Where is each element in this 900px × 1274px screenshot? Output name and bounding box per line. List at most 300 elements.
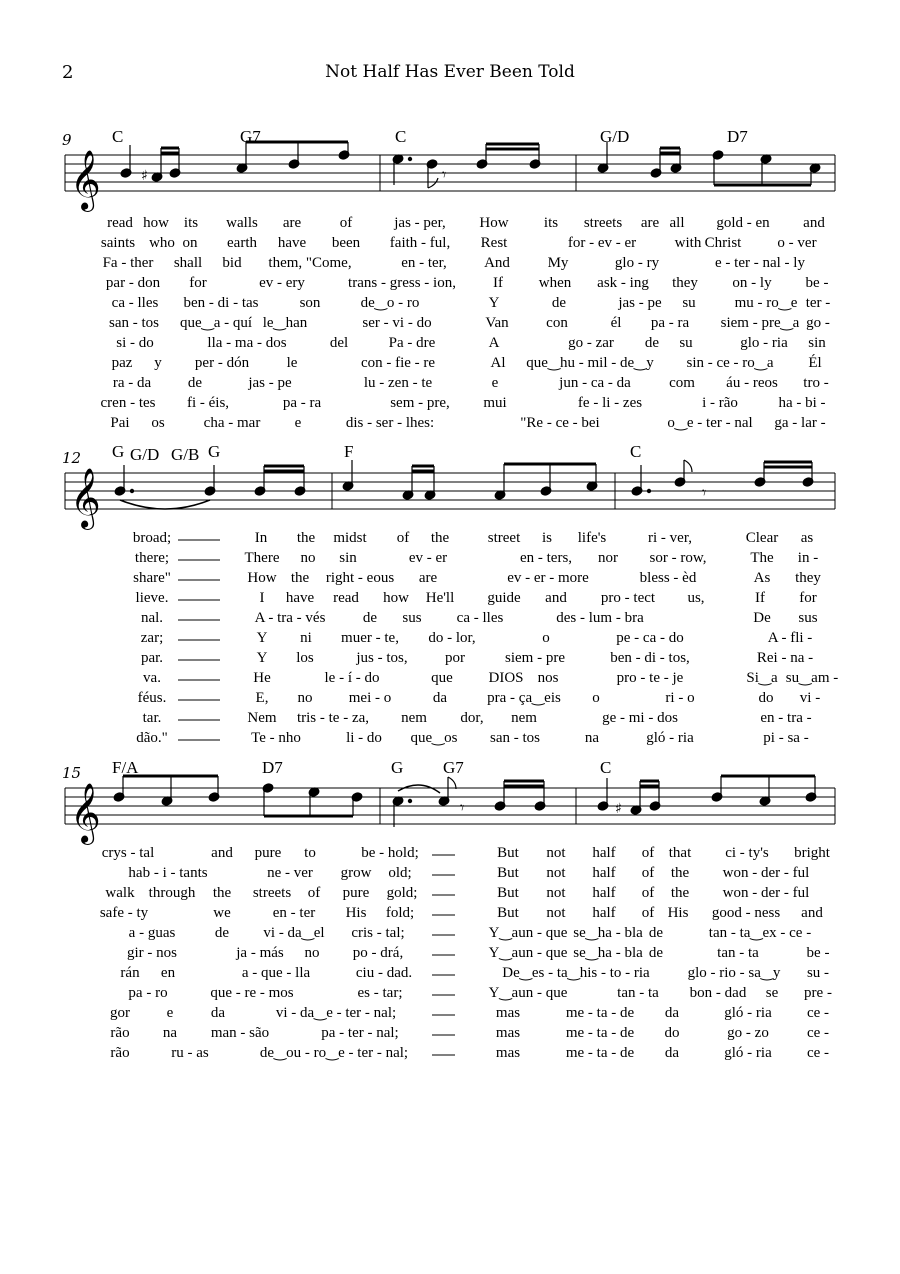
- lyric-syllable: E,: [255, 690, 269, 706]
- lyric-syllable: pro - tect: [600, 590, 656, 606]
- lyric-syllable: Christ: [704, 235, 742, 251]
- lyric-syllable: crys - tal: [101, 845, 155, 861]
- lyric-syllable: Y: [256, 630, 268, 646]
- lyric-syllable: ev - ery: [259, 275, 305, 291]
- lyric-syllable: share": [133, 570, 171, 586]
- lyric-syllable: mas: [495, 1005, 521, 1021]
- lyric-syllable: half: [592, 905, 616, 921]
- lyric-syllable: en: [160, 965, 176, 981]
- chord-symbol: D7: [727, 127, 748, 146]
- rest-icon: 𝄾: [460, 798, 465, 817]
- lyric-syllable: me - ta - de: [565, 1005, 635, 1021]
- lyric-syllable: sor - row,: [649, 550, 707, 566]
- lyric-syllable: bid: [222, 255, 242, 271]
- lyric-syllable: Clear: [745, 530, 779, 546]
- chord-symbol: G: [112, 442, 125, 461]
- lyric-syllable: lla - ma - dos: [207, 335, 287, 351]
- lyric-syllable: Él: [808, 355, 822, 371]
- lyric-syllable: pra - ça‿eis: [487, 690, 561, 706]
- lyric-syllable: gor: [110, 1005, 130, 1021]
- lyric-syllable: na: [162, 1025, 178, 1041]
- lyric-syllable: tan - ta‿ex - ce -: [708, 925, 812, 941]
- chord-symbol: G/D: [130, 445, 160, 464]
- lyric-syllable: o‿e - ter - nal: [667, 415, 753, 431]
- lyric-syllable: su: [682, 295, 696, 311]
- lyric-syllable: the: [430, 530, 450, 546]
- chord-symbol: C: [600, 758, 612, 777]
- lyric-syllable: Van: [485, 315, 509, 331]
- lyric-syllable: with: [674, 235, 702, 251]
- lyric-syllable: The: [750, 550, 774, 566]
- lyric-syllable: Y‿aun - que: [488, 925, 568, 941]
- lyric-syllable: que‿hu - mil - de‿y: [526, 355, 654, 371]
- lyric-syllable: ri - o: [665, 690, 695, 706]
- lyric-syllable: bright: [794, 845, 830, 861]
- lyric-syllable: lieve.: [135, 590, 169, 606]
- lyric-syllable: good - ness: [711, 905, 781, 921]
- lyric-syllable: fi - éis,: [186, 395, 230, 411]
- lyric-syllable: half: [592, 865, 616, 881]
- lyric-syllable: of: [641, 865, 655, 881]
- lyric-syllable: been: [331, 235, 361, 251]
- lyric-syllable: and: [803, 215, 825, 231]
- lyric-syllable: tar.: [142, 710, 162, 726]
- lyric-syllable: be -: [806, 945, 830, 961]
- lyric-syllable: san - tos: [109, 315, 159, 331]
- lyric-syllable: vi - da‿e - ter - nal;: [275, 1005, 397, 1021]
- lyric-syllable: the: [670, 865, 690, 881]
- lyric-syllable: ce -: [806, 1005, 830, 1021]
- lyric-syllable: ce -: [806, 1025, 830, 1041]
- lyric-syllable: there;: [134, 550, 170, 566]
- lyric-syllable: Y: [488, 295, 500, 311]
- lyric-syllable: how: [383, 590, 409, 606]
- measure-number: 9: [62, 131, 72, 149]
- lyric-syllable: ge - mi - dos: [602, 710, 678, 726]
- lyric-syllable: half: [592, 885, 616, 901]
- lyric-syllable: po - drá,: [352, 945, 404, 961]
- lyric-syllable: e: [294, 415, 302, 431]
- lyric-syllable: walk: [105, 885, 135, 901]
- lyric-syllable: in -: [797, 550, 819, 566]
- lyric-syllable: be -: [805, 275, 829, 291]
- lyric-syllable: ev - er: [408, 550, 448, 566]
- lyric-syllable: How: [247, 570, 277, 586]
- lyric-syllable: life's: [577, 530, 607, 546]
- lyric-syllable: me - ta - de: [565, 1025, 635, 1041]
- lyric-syllable: cha - mar: [203, 415, 261, 431]
- lyric-syllable: He: [253, 670, 271, 686]
- lyric-syllable: Rest: [480, 235, 508, 251]
- lyric-syllable: tan - ta: [617, 985, 659, 1001]
- lyric-syllable: pa - ra: [282, 395, 322, 411]
- lyric-syllable: have: [277, 235, 307, 251]
- lyric-syllable: do: [758, 690, 774, 706]
- lyric-syllable: midst: [333, 530, 367, 546]
- lyric-syllable: siem - pre: [505, 650, 565, 666]
- lyric-syllable: de: [362, 610, 378, 626]
- treble-clef-icon: 𝄞: [70, 468, 101, 528]
- lyric-syllable: pure: [342, 885, 370, 901]
- lyric-syllable: its: [183, 215, 199, 231]
- lyric-syllable: who: [149, 235, 175, 251]
- lyric-syllable: que - re - mos: [210, 985, 294, 1001]
- lyric-syllable: en - ter,: [401, 255, 447, 271]
- lyric-syllable: ca - lles: [456, 610, 504, 626]
- lyric-syllable: e: [491, 375, 499, 391]
- lyric-syllable: le‿han: [262, 315, 308, 331]
- lyric-syllable: of: [641, 845, 655, 861]
- lyric-syllable: But: [497, 885, 519, 901]
- chord-symbol: D7: [262, 758, 283, 777]
- rest-icon: 𝄾: [702, 483, 707, 502]
- lyric-syllable: saints: [100, 235, 136, 251]
- lyric-syllable: ce -: [806, 1045, 830, 1061]
- lyric-syllable: son: [299, 295, 321, 311]
- lyric-syllable: se‿ha - bla: [573, 945, 643, 961]
- lyric-syllable: His: [667, 905, 689, 921]
- lyric-syllable: ra - da: [112, 375, 152, 391]
- lyric-syllable: pro - te - je: [616, 670, 684, 686]
- lyric-syllable: A - fli -: [767, 630, 813, 646]
- lyric-syllable: are: [418, 570, 438, 586]
- lyric-syllable: par.: [140, 650, 164, 666]
- lyric-syllable: De‿es - ta‿his - to - ria: [502, 965, 650, 981]
- lyric-syllable: cren - tes: [100, 395, 156, 411]
- lyric-syllable: jas - pe: [248, 375, 292, 391]
- lyric-syllable: jas - pe: [618, 295, 662, 311]
- lyric-syllable: jun - ca - da: [559, 375, 631, 391]
- lyric-syllable: per - dón: [194, 355, 250, 371]
- lyric-syllable: pure: [254, 845, 282, 861]
- chord-symbol: G/B: [171, 445, 200, 464]
- lyric-syllable: of: [641, 905, 655, 921]
- lyric-syllable: His: [345, 905, 367, 921]
- lyric-syllable: ev - er - more: [507, 570, 589, 586]
- lyric-syllable: mas: [495, 1045, 521, 1061]
- lyric-syllable: they: [795, 570, 821, 586]
- chord-symbol: G/D: [600, 127, 630, 146]
- lyric-syllable: con: [546, 315, 568, 331]
- lyric-syllable: streets: [583, 215, 623, 231]
- lyric-syllable: nem: [401, 710, 427, 726]
- lyric-syllable: ca - lles: [111, 295, 159, 311]
- lyric-syllable: por: [445, 650, 465, 666]
- lyric-syllable: vi -: [799, 690, 821, 706]
- lyric-syllable: is: [541, 530, 553, 546]
- lyric-syllable: De: [753, 610, 771, 626]
- lyric-syllable: gló - ria: [724, 1005, 772, 1021]
- lyric-syllable: se‿ha - bla: [573, 925, 643, 941]
- lyric-syllable: of: [339, 215, 353, 231]
- lyric-syllable: man - são: [210, 1025, 270, 1041]
- lyric-syllable: de: [214, 925, 230, 941]
- chord-symbol: F: [344, 442, 354, 461]
- lyric-syllable: Te - nho: [251, 730, 301, 746]
- lyric-syllable: A: [488, 335, 500, 351]
- lyric-syllable: rão: [110, 1045, 130, 1061]
- chord-symbol: C: [630, 442, 642, 461]
- lyric-syllable: they: [672, 275, 698, 291]
- lyric-syllable: ask - ing: [597, 275, 649, 291]
- lyric-syllable: Pai: [110, 415, 130, 431]
- lyric-syllable: how: [143, 215, 169, 231]
- lyric-syllable: How: [479, 215, 509, 231]
- lyric-syllable: glo - ria: [740, 335, 788, 351]
- lyric-syllable: gold - en: [716, 215, 770, 231]
- lyric-syllable: are: [282, 215, 302, 231]
- lyric-syllable: gló - ria: [646, 730, 694, 746]
- lyric-syllable: "Re - ce - bei: [520, 415, 600, 431]
- lyric-syllable: su: [679, 335, 693, 351]
- lyric-syllable: do: [664, 1025, 680, 1041]
- lyric-syllable: su‿am -: [785, 670, 839, 686]
- lyric-syllable: guide: [487, 590, 521, 606]
- lyric-syllable: pa - ra: [650, 315, 690, 331]
- lyric-syllable: jus - tos,: [356, 650, 408, 666]
- lyric-syllable: And: [484, 255, 510, 271]
- lyric-syllable: dor,: [460, 710, 484, 726]
- lyric-syllable: muer - te,: [341, 630, 399, 646]
- lyric-syllable: But: [497, 905, 519, 921]
- lyric-syllable: sus: [402, 610, 422, 626]
- lyric-syllable: and: [545, 590, 567, 606]
- lyric-syllable: en - ter: [272, 905, 316, 921]
- lyric-syllable: ne - ver: [267, 865, 313, 881]
- lyric-syllable: nos: [537, 670, 559, 686]
- lyric-syllable: fold;: [385, 905, 415, 921]
- lyric-syllable: for: [189, 275, 207, 291]
- lyric-syllable: Al: [490, 355, 506, 371]
- lyric-syllable: and: [211, 845, 233, 861]
- lyric-syllable: tris - te - za,: [296, 710, 370, 726]
- lyric-syllable: won - der - ful: [722, 865, 810, 881]
- chord-symbol: G: [391, 758, 404, 777]
- lyric-syllable: through: [148, 885, 196, 901]
- lyric-syllable: con - fie - re: [360, 355, 436, 371]
- lyric-syllable: sin: [808, 335, 826, 351]
- lyric-syllable: not: [546, 885, 566, 901]
- treble-clef-icon: 𝄞: [70, 783, 101, 843]
- lyric-syllable: not: [546, 905, 566, 921]
- lyric-syllable: se: [765, 985, 779, 1001]
- lyric-syllable: not: [546, 865, 566, 881]
- lyric-syllable: us,: [687, 590, 705, 606]
- lyric-syllable: a - que - lla: [241, 965, 311, 981]
- lyric-syllable: o - ver: [777, 235, 817, 251]
- lyric-syllable: on - ly: [732, 275, 772, 291]
- lyric-syllable: we: [213, 905, 231, 921]
- lyric-syllable: na: [584, 730, 600, 746]
- lyric-syllable: no: [297, 690, 313, 706]
- lyric-syllable: ri - ver,: [648, 530, 692, 546]
- lyric-syllable: streets: [252, 885, 292, 901]
- lyric-syllable: ciu - dad.: [355, 965, 413, 981]
- lyric-syllable: gir - nos: [127, 945, 177, 961]
- lyric-syllable: dis - ser - lhes:: [345, 415, 435, 431]
- lyric-syllable: Y‿aun - que: [488, 985, 568, 1001]
- lyric-syllable: e - ter - nal - ly: [715, 255, 805, 271]
- lyric-syllable: to: [304, 845, 316, 861]
- lyric-syllable: the: [296, 530, 316, 546]
- lyric-syllable: en - ters,: [519, 550, 573, 566]
- lyric-syllable: gold;: [386, 885, 418, 901]
- lyric-syllable: en - tra -: [760, 710, 812, 726]
- lyric-syllable: read: [333, 590, 359, 606]
- lyric-syllable: o: [542, 630, 550, 646]
- lyric-syllable: áu - reos: [726, 375, 778, 391]
- lyric-syllable: nem: [511, 710, 537, 726]
- lyric-syllable: que‿os: [410, 730, 458, 746]
- lyric-syllable: y: [154, 355, 162, 371]
- lyric-syllable: bon - dad: [689, 985, 747, 1001]
- lyric-syllable: i - rão: [702, 395, 738, 411]
- lyric-syllable: the: [290, 570, 310, 586]
- lyric-syllable: lu - zen - te: [363, 375, 433, 391]
- lyric-syllable: Y: [256, 650, 268, 666]
- lyric-syllable: ser - vi - do: [362, 315, 432, 331]
- lyric-syllable: Si‿a: [746, 670, 778, 686]
- lyric-syllable: tro -: [803, 375, 829, 391]
- lyric-syllable: a - guas: [128, 925, 176, 941]
- lyric-syllable: As: [753, 570, 771, 586]
- lyric-syllable: ga - lar -: [774, 415, 826, 431]
- measure-number: 12: [62, 449, 82, 467]
- lyric-syllable: dão.": [136, 730, 168, 746]
- lyric-syllable: its: [543, 215, 559, 231]
- lyric-syllable: del: [329, 335, 349, 351]
- lyric-syllable: I: [259, 590, 265, 606]
- lyric-syllable: e: [166, 1005, 174, 1021]
- lyric-syllable: Rei - na -: [756, 650, 814, 666]
- lyric-syllable: que‿a - quí: [179, 315, 253, 331]
- lyric-syllable: all: [669, 215, 685, 231]
- lyric-syllable: sus: [798, 610, 818, 626]
- sharp-icon: ♯: [615, 801, 622, 817]
- lyric-syllable: cris - tal;: [351, 925, 405, 941]
- lyric-syllable: va.: [143, 670, 161, 686]
- lyric-syllable: If: [493, 275, 503, 291]
- lyric-syllable: for - ev - er: [567, 235, 637, 251]
- lyric-syllable: de: [648, 945, 664, 961]
- lyric-syllable: My: [547, 255, 569, 271]
- lyric-syllable: le: [286, 355, 298, 371]
- lyric-syllable: gló - ria: [724, 1045, 772, 1061]
- lyric-syllable: have: [285, 590, 315, 606]
- lyric-syllable: DIOS: [488, 670, 524, 686]
- lyric-syllable: He'll: [425, 590, 455, 606]
- lyric-syllable: com: [669, 375, 695, 391]
- lyric-syllable: that: [668, 845, 692, 861]
- lyric-syllable: da: [432, 690, 448, 706]
- lyric-syllable: bless - èd: [639, 570, 697, 586]
- lyric-syllable: ja - más: [236, 945, 284, 961]
- lyric-syllable: mu - ro‿e: [734, 295, 798, 311]
- lyric-syllable: rán: [120, 965, 140, 981]
- chord-symbol: C: [112, 127, 124, 146]
- lyric-syllable: Fa - ther: [102, 255, 154, 271]
- chord-symbol: G: [208, 442, 221, 461]
- lyric-syllable: par - don: [105, 275, 161, 291]
- lyric-syllable: of: [641, 885, 655, 901]
- lyric-syllable: si - do: [116, 335, 154, 351]
- lyric-syllable: If: [755, 590, 765, 606]
- lyric-syllable: o: [592, 690, 600, 706]
- lyric-syllable: pa - ro: [128, 985, 168, 1001]
- lyric-syllable: pre -: [804, 985, 832, 1001]
- lyric-syllable: mas: [495, 1025, 521, 1041]
- lyric-syllable: de‿o - ro: [360, 295, 420, 311]
- lyric-syllable: san - tos: [490, 730, 540, 746]
- lyric-syllable: Y‿aun - que: [488, 945, 568, 961]
- song-title: Not Half Has Ever Been Told: [325, 62, 575, 82]
- lyric-syllable: old;: [388, 865, 412, 881]
- lyric-syllable: ci - ty's: [725, 845, 769, 861]
- lyric-syllable: Nem: [247, 710, 277, 726]
- lyric-syllable: But: [497, 865, 519, 881]
- lyric-syllable: os: [151, 415, 165, 431]
- lyric-syllable: mei - o: [348, 690, 392, 706]
- lyric-syllable: paz: [111, 355, 133, 371]
- lyric-syllable: des - lum - bra: [556, 610, 644, 626]
- lyric-syllable: sem - pre,: [390, 395, 450, 411]
- lyric-syllable: me - ta - de: [565, 1045, 635, 1061]
- treble-clef-icon: 𝄞: [70, 150, 101, 210]
- lyric-syllable: and: [801, 905, 823, 921]
- lyric-syllable: hab - i - tants: [128, 865, 208, 881]
- lyric-syllable: won - der - ful: [722, 885, 810, 901]
- lyric-syllable: li - do: [346, 730, 382, 746]
- chord-symbol: G7: [240, 127, 261, 146]
- lyric-syllable: ni: [300, 630, 312, 646]
- lyric-syllable: as: [800, 530, 814, 546]
- lyric-syllable: nor: [598, 550, 618, 566]
- lyric-syllable: A - tra - vés: [254, 610, 326, 626]
- lyric-syllable: de: [644, 335, 660, 351]
- lyric-syllable: of: [307, 885, 321, 901]
- lyric-syllable: trans - gress - ion,: [348, 275, 456, 291]
- lyric-syllable: But: [497, 845, 519, 861]
- chord-symbol: F/A: [112, 758, 139, 777]
- lyric-syllable: zar;: [140, 630, 164, 646]
- lyric-syllable: vi - da‿el: [263, 925, 325, 941]
- chord-symbol: C: [395, 127, 407, 146]
- lyric-syllable: pe - ca - do: [616, 630, 684, 646]
- lyric-syllable: pi - sa -: [763, 730, 809, 746]
- lyric-syllable: los: [296, 650, 314, 666]
- lyric-syllable: jas - per,: [394, 215, 446, 231]
- lyric-syllable: es - tar;: [357, 985, 403, 1001]
- lyric-syllable: de: [551, 295, 567, 311]
- lyric-syllable: go -: [806, 315, 830, 331]
- lyric-syllable: féus.: [137, 690, 167, 706]
- lyric-syllable: de: [187, 375, 203, 391]
- lyric-syllable: go - zar: [568, 335, 614, 351]
- lyric-syllable: be - hold;: [361, 845, 419, 861]
- chord-symbol: G7: [443, 758, 464, 777]
- lyric-syllable: In: [254, 530, 268, 546]
- lyric-syllable: right - eous: [325, 570, 395, 586]
- lyric-syllable: safe - ty: [99, 905, 149, 921]
- lyric-syllable: There: [244, 550, 280, 566]
- lyric-syllable: tan - ta: [717, 945, 759, 961]
- lyric-syllable: glo - ry: [614, 255, 660, 271]
- lyric-syllable: on: [182, 235, 198, 251]
- lyric-syllable: de: [648, 925, 664, 941]
- lyric-syllable: da: [210, 1005, 226, 1021]
- lyric-syllable: mui: [483, 395, 507, 411]
- lyric-syllable: street: [487, 530, 521, 546]
